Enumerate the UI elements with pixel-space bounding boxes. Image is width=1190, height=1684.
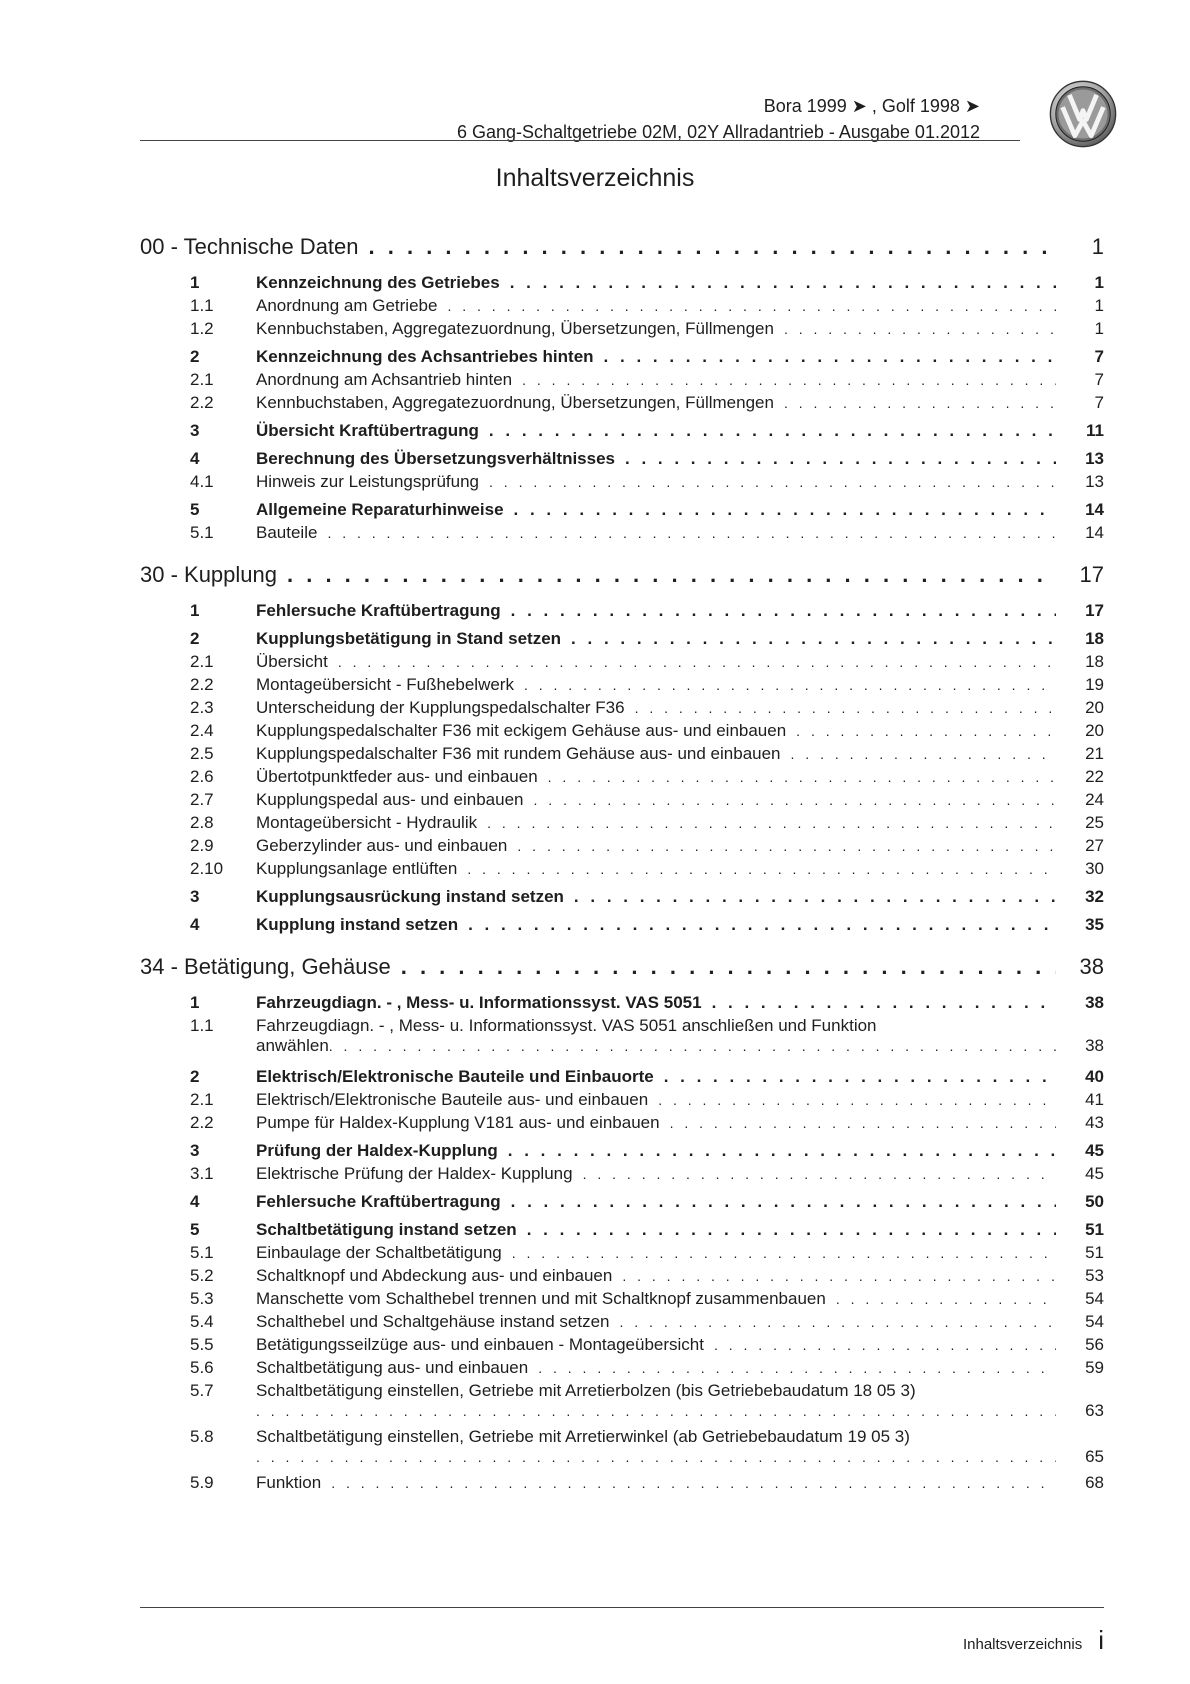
toc-entry-number: 5	[190, 1220, 200, 1239]
toc-entry-number: 2.1	[190, 652, 214, 671]
toc-page-number: 19	[1085, 675, 1104, 694]
header-divider	[140, 140, 1020, 141]
toc-page-number: 1	[1094, 273, 1104, 292]
toc-page-number: 11	[1086, 421, 1104, 440]
toc-page-number: 7	[1094, 370, 1104, 389]
toc-entry-number: 3	[190, 421, 200, 440]
toc-page-number: 17	[1085, 601, 1104, 620]
toc-entry[interactable]	[140, 1141, 1104, 1164]
toc-page-number: 45	[1085, 1141, 1104, 1160]
toc-entry-number: 5.5	[190, 1335, 214, 1354]
toc-page-number: 30	[1085, 859, 1104, 878]
toc-page-number: 65	[1085, 1447, 1104, 1466]
toc-entry[interactable]	[140, 721, 1104, 744]
toc-entry-number: 4	[190, 1192, 200, 1211]
toc-entry-number: 4.1	[190, 472, 214, 491]
toc-entry[interactable]	[140, 1473, 1104, 1496]
toc-entry-title: Manschette vom Schalthebel trennen und mit Schaltknopf zusammenbauen	[256, 1289, 826, 1308]
toc-entry-title: Fehlersuche Kraftübertragung	[256, 1192, 501, 1211]
toc-entry-number: 3	[190, 887, 200, 906]
toc-page-number: 18	[1085, 652, 1104, 671]
toc-entry-title: Schaltbetätigung einstellen, Getriebe mit Arretierbolzen (bis Getriebebaudatum 18 05 3)	[256, 1381, 916, 1400]
toc-page-number: 38	[1085, 993, 1104, 1012]
toc-page-number: 20	[1085, 698, 1104, 717]
footer-divider	[140, 1607, 1104, 1608]
toc-entry-title: Fehlersuche Kraftübertragung	[256, 601, 501, 620]
toc-entry[interactable]	[140, 347, 1104, 370]
toc-entry-title: Kupplungsbetätigung in Stand setzen	[256, 629, 562, 648]
toc-entry-title: Kupplungsanlage entlüften	[256, 859, 458, 878]
toc-entry-title: Funktion	[256, 1473, 322, 1492]
toc-page-number: 14	[1085, 523, 1104, 542]
toc-page-number: 43	[1085, 1113, 1104, 1132]
toc-page-number: 17	[1079, 562, 1104, 587]
toc-entry-title: Kennzeichnung des Getriebes	[256, 273, 500, 292]
toc-entry-title: Kennbuchstaben, Aggregatezuordnung, Übersetzungen, Füllmengen	[256, 393, 774, 412]
toc-entry-title: Geberzylinder aus- und einbauen	[256, 836, 508, 855]
toc-page-number: 54	[1085, 1289, 1104, 1308]
toc-entry-title: Schalthebel und Schaltgehäuse instand setzen	[256, 1312, 610, 1331]
toc-entry-title: Schaltbetätigung aus- und einbauen	[256, 1358, 529, 1377]
toc-entry-title: Schaltknopf und Abdeckung aus- und einbauen	[256, 1266, 613, 1285]
toc-entry-number: 2.2	[190, 1113, 214, 1132]
toc-entry[interactable]	[140, 744, 1104, 767]
toc-entry[interactable]	[140, 273, 1104, 296]
toc-entry-number: 2.1	[190, 370, 214, 389]
toc-page-number: 24	[1085, 790, 1104, 809]
toc-entry[interactable]	[140, 767, 1104, 790]
toc-entry[interactable]	[140, 1243, 1104, 1266]
toc-entry[interactable]	[140, 1090, 1104, 1113]
toc-entry[interactable]	[140, 1266, 1104, 1289]
toc-entry-number: 5	[190, 500, 200, 519]
toc-page-number: 56	[1085, 1335, 1104, 1354]
toc-page-number: 13	[1085, 449, 1104, 468]
toc-page-number: 32	[1085, 887, 1104, 906]
toc-entry-title: Übersicht	[256, 652, 328, 671]
toc-entry-title: Kupplungsausrückung instand setzen	[256, 887, 564, 906]
toc-entry-title: Kennbuchstaben, Aggregatezuordnung, Übersetzungen, Füllmengen	[256, 319, 774, 338]
toc-entry[interactable]	[140, 1427, 1104, 1473]
toc-entry-number: 1	[190, 993, 200, 1012]
toc-entry-number: 2	[190, 1067, 200, 1086]
header-subtitle-line: 6 Gang-Schaltgetriebe 02M, 02Y Allradantrieb - Ausgabe 01.2012	[456, 122, 980, 142]
toc-page-number: 13	[1085, 472, 1104, 491]
toc-entry-number: 5.9	[190, 1473, 214, 1492]
toc-entry-number: 2.5	[190, 744, 214, 763]
toc-entry[interactable]	[140, 370, 1104, 393]
toc-entry-title: Fahrzeugdiagn. - , Mess- u. Informationssyst. VAS 5051	[256, 993, 702, 1012]
toc-page-number: 68	[1085, 1473, 1104, 1492]
toc-entry-title: Elektrisch/Elektronische Bauteile aus- und einbauen	[256, 1090, 649, 1109]
toc-entry-title: Übersicht Kraftübertragung	[256, 421, 479, 440]
toc-page-number: 20	[1085, 721, 1104, 740]
toc-entry-title: Bauteile	[256, 523, 318, 542]
toc-entry-number: 4	[190, 915, 200, 934]
toc-page-number: 21	[1085, 744, 1104, 763]
toc-chapter-title: 34 - Betätigung, Gehäuse	[140, 954, 391, 979]
toc-page-number: 59	[1085, 1358, 1104, 1377]
toc-entry[interactable]	[140, 500, 1104, 523]
toc-entry-number: 3	[190, 1141, 200, 1160]
toc-entry[interactable]	[140, 652, 1104, 675]
toc-entry[interactable]	[140, 1067, 1104, 1090]
toc-entry-number: 1	[190, 601, 200, 620]
toc-entry[interactable]	[140, 1164, 1104, 1187]
toc-page-number: 1	[1094, 319, 1104, 338]
toc-entry[interactable]	[140, 601, 1104, 624]
toc-entry-number: 1.1	[190, 1016, 214, 1035]
toc-entry[interactable]	[140, 1381, 1104, 1427]
toc-entry-number: 2.1	[190, 1090, 214, 1109]
toc-entry-title: Kupplungspedal aus- und einbauen	[256, 790, 524, 809]
toc-entry-number: 3.1	[190, 1164, 214, 1183]
toc-page-number: 51	[1085, 1220, 1104, 1239]
toc-entry-title: Elektrisch/Elektronische Bauteile und Einbauorte	[256, 1067, 654, 1086]
toc-entry[interactable]	[140, 836, 1104, 859]
toc-page-number: 41	[1085, 1090, 1104, 1109]
toc-entry[interactable]	[140, 915, 1104, 938]
toc-entry[interactable]	[140, 675, 1104, 698]
toc-chapter-title: 30 - Kupplung	[140, 562, 277, 587]
toc-page-number: 7	[1094, 393, 1104, 412]
toc-entry-number: 1	[190, 273, 200, 292]
toc-page-number: 1	[1091, 234, 1104, 259]
toc-entry[interactable]	[140, 790, 1104, 813]
toc-entry[interactable]	[140, 629, 1104, 652]
toc-entry-title-continued: anwählen	[256, 1036, 329, 1055]
toc-entry-number: 2.4	[190, 721, 214, 740]
toc-entry-number: 5.1	[190, 1243, 214, 1262]
toc-entry[interactable]	[140, 1220, 1104, 1243]
toc-entry-number: 2.7	[190, 790, 214, 809]
toc-page-number: 14	[1085, 500, 1104, 519]
toc-entry[interactable]	[140, 421, 1104, 444]
toc-chapter-30[interactable]	[140, 562, 1104, 596]
toc-entry-number: 2.9	[190, 836, 214, 855]
toc-entry-number: 5.8	[190, 1427, 214, 1446]
toc-page-number: 22	[1085, 767, 1104, 786]
toc-entry-title: Hinweis zur Leistungsprüfung	[256, 472, 480, 491]
toc-entry[interactable]	[140, 859, 1104, 882]
toc-entry-number: 1.2	[190, 319, 214, 338]
toc-entry[interactable]	[140, 449, 1104, 472]
toc-page-number: 50	[1085, 1192, 1104, 1211]
toc-entry[interactable]	[140, 1335, 1104, 1358]
toc-page-number: 7	[1094, 347, 1104, 366]
document-header	[457, 93, 980, 145]
toc-entry-title: Pumpe für Haldex-Kupplung V181 aus- und einbauen	[256, 1113, 660, 1132]
toc-entry-title: Montageübersicht - Hydraulik	[256, 813, 478, 832]
toc-page-number: 25	[1085, 813, 1104, 832]
toc-entry[interactable]	[140, 993, 1104, 1016]
toc-entry-number: 2.6	[190, 767, 214, 786]
toc-entry-number: 2	[190, 347, 200, 366]
toc-entry-title: Betätigungsseilzüge aus- und einbauen - Montageübersicht	[256, 1335, 704, 1354]
toc-chapter-34[interactable]	[140, 954, 1104, 988]
toc-page-number: 53	[1085, 1266, 1104, 1285]
toc-entry-title: Kupplung instand setzen	[256, 915, 459, 934]
toc-page-number: 38	[1085, 1036, 1104, 1055]
toc-entry-number: 2.2	[190, 675, 214, 694]
page-footer	[963, 1625, 1104, 1656]
toc-entry[interactable]	[140, 296, 1104, 319]
toc-page-number: 1	[1094, 296, 1104, 315]
toc-chapter-00[interactable]	[140, 234, 1104, 268]
toc-page-number: 27	[1085, 836, 1104, 855]
vw-logo-icon	[1049, 80, 1117, 148]
toc-entry[interactable]	[140, 1289, 1104, 1312]
toc-page-number: 45	[1085, 1164, 1104, 1183]
toc-entry[interactable]	[140, 698, 1104, 721]
toc-entry-number: 2	[190, 629, 200, 648]
toc-entry[interactable]	[140, 1113, 1104, 1136]
toc-entry[interactable]	[140, 1358, 1104, 1381]
toc-entry-title: Schaltbetätigung instand setzen	[256, 1220, 517, 1239]
toc-entry-title: Schaltbetätigung einstellen, Getriebe mit Arretierwinkel (ab Getriebebaudatum 19 05 3)	[256, 1427, 910, 1446]
toc-entry-number: 2.2	[190, 393, 214, 412]
toc-entry-number: 5.4	[190, 1312, 214, 1331]
toc-entry-title: Anordnung am Achsantrieb hinten	[256, 370, 513, 389]
toc-entry[interactable]	[140, 887, 1104, 910]
toc-page-number: 54	[1085, 1312, 1104, 1331]
toc-page-number: 18	[1085, 629, 1104, 648]
toc-page-number: 51	[1085, 1243, 1104, 1262]
footer-label: Inhaltsverzeichnis	[962, 1636, 1083, 1653]
toc-entry-number: 5.6	[190, 1358, 214, 1377]
toc-chapter-title: 00 - Technische Daten	[140, 234, 359, 259]
toc-entry-number: 2.8	[190, 813, 214, 832]
toc-entry-number: 4	[190, 449, 200, 468]
toc-entry-title: Allgemeine Reparaturhinweise	[256, 500, 504, 519]
toc-entry-title: Kupplungspedalschalter F36 mit eckigem Gehäuse aus- und einbauen	[256, 721, 787, 740]
toc-entry[interactable]	[140, 393, 1104, 416]
toc-entry[interactable]	[140, 1192, 1104, 1215]
toc-page-number: 63	[1085, 1401, 1104, 1420]
toc-entry-title: Kupplungspedalschalter F36 mit rundem Gehäuse aus- und einbauen	[256, 744, 781, 763]
toc-entry-number: 1.1	[190, 296, 214, 315]
toc-entry-title: Prüfung der Haldex-Kupplung	[256, 1141, 498, 1160]
toc-entry-title: Berechnung des Übersetzungsverhältnisses	[256, 449, 616, 468]
toc-entry[interactable]	[140, 1016, 1104, 1062]
toc-entry-number: 5.1	[190, 523, 214, 542]
toc-entry-title: Kennzeichnung des Achsantriebes hinten	[256, 347, 594, 366]
toc-entry-title: Elektrische Prüfung der Haldex- Kupplung	[256, 1164, 573, 1183]
toc-entry-title: Fahrzeugdiagn. - , Mess- u. Informationssyst. VAS 5051 anschließen und Funktion	[256, 1016, 877, 1035]
toc-entry-number: 2.3	[190, 698, 214, 717]
toc-entry[interactable]	[140, 1312, 1104, 1335]
page-title: Inhaltsverzeichnis	[495, 164, 695, 192]
toc-entry-title: Übertotpunktfeder aus- und einbauen	[256, 767, 538, 786]
toc-entry-number: 5.3	[190, 1289, 214, 1308]
toc-entry[interactable]	[140, 472, 1104, 495]
toc-entry-title: Anordnung am Getriebe	[256, 296, 438, 315]
toc-entry[interactable]	[140, 319, 1104, 342]
toc-entry-title: Montageübersicht - Fußhebelwerk	[256, 675, 514, 694]
toc-entry[interactable]	[140, 813, 1104, 836]
toc-entry-number: 5.7	[190, 1381, 214, 1400]
toc-entry-title: Einbaulage der Schaltbetätigung	[256, 1243, 502, 1262]
toc-page-number: 38	[1079, 954, 1104, 979]
toc-page-number: 35	[1085, 915, 1104, 934]
header-vehicle-line: Bora 1999 ➤ , Golf 1998 ➤	[763, 96, 980, 116]
toc-entry-title: Unterscheidung der Kupplungspedalschalter F36	[256, 698, 625, 717]
toc-entry-number: 2.10	[190, 859, 224, 878]
toc-entry[interactable]	[140, 523, 1104, 546]
table-of-contents	[140, 228, 1104, 1496]
toc-page-number: 40	[1085, 1067, 1104, 1086]
toc-entry-number: 5.2	[190, 1266, 214, 1285]
footer-page-number: i	[1098, 1625, 1104, 1655]
